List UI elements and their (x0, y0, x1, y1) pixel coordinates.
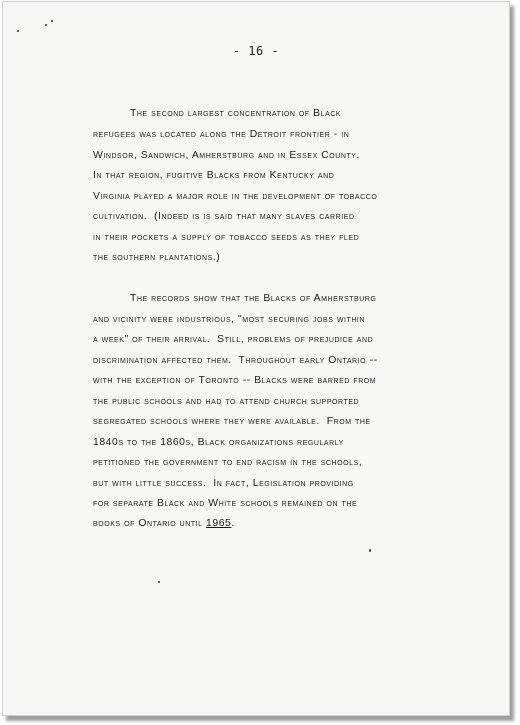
text-line: The records show that the Blacks of Amherstburg (130, 293, 377, 304)
text-line: in their pockets a supply of tobacco seeds as they fled (93, 232, 360, 243)
text-line: with the exception of Toronto -- Blacks were barred from (93, 375, 377, 386)
text-line (93, 519, 235, 529)
page-number: - 16 - (232, 44, 280, 58)
text-line: and vicinity were industrious, "most securing jobs within (93, 314, 366, 325)
final-period: . (231, 518, 235, 529)
underlined-year: 1965 (206, 518, 232, 529)
text-line: cultivation. (Indeed is is said that many slaves carried (93, 211, 355, 222)
text-line: 1840s to the 1860s, Black organizations regularly (93, 437, 344, 448)
text-line: The second largest concentration of Black (130, 108, 342, 119)
text-segment: books of Ontario until (93, 518, 207, 529)
text-line: for separate Black and White schools remained on the (93, 498, 358, 509)
text-line: the southern plantations.) (93, 252, 221, 263)
ink-speck (51, 20, 53, 22)
text-line: a week" of their arrival. Still, problems of prejudice and (93, 334, 374, 345)
text-line: Windsor, Sandwich, Amherstburg and in Essex County. (93, 150, 360, 161)
ink-speck (158, 581, 160, 583)
ink-speck (45, 24, 47, 26)
text-line: Virginia played a major role in the development of tobacco (93, 191, 378, 202)
document-page (2, 1, 510, 716)
text-line: In that region, fugitive Blacks from Kentucky and (93, 170, 335, 181)
text-line: segregated schools where they were available. From the (93, 416, 371, 427)
text-line: but with little success. In fact, Legislation providing (93, 478, 354, 489)
ink-speck (369, 549, 371, 552)
text-line: petitioned the government to end racism in the schools, (93, 457, 363, 468)
text-line: discrimination affected them. Throughout early Ontario -- (93, 355, 378, 366)
text-line: the public schools and had to attend church supported (93, 396, 360, 407)
ink-speck (17, 30, 19, 32)
text-line: refugees was located along the Detroit frontier - in (93, 129, 350, 140)
